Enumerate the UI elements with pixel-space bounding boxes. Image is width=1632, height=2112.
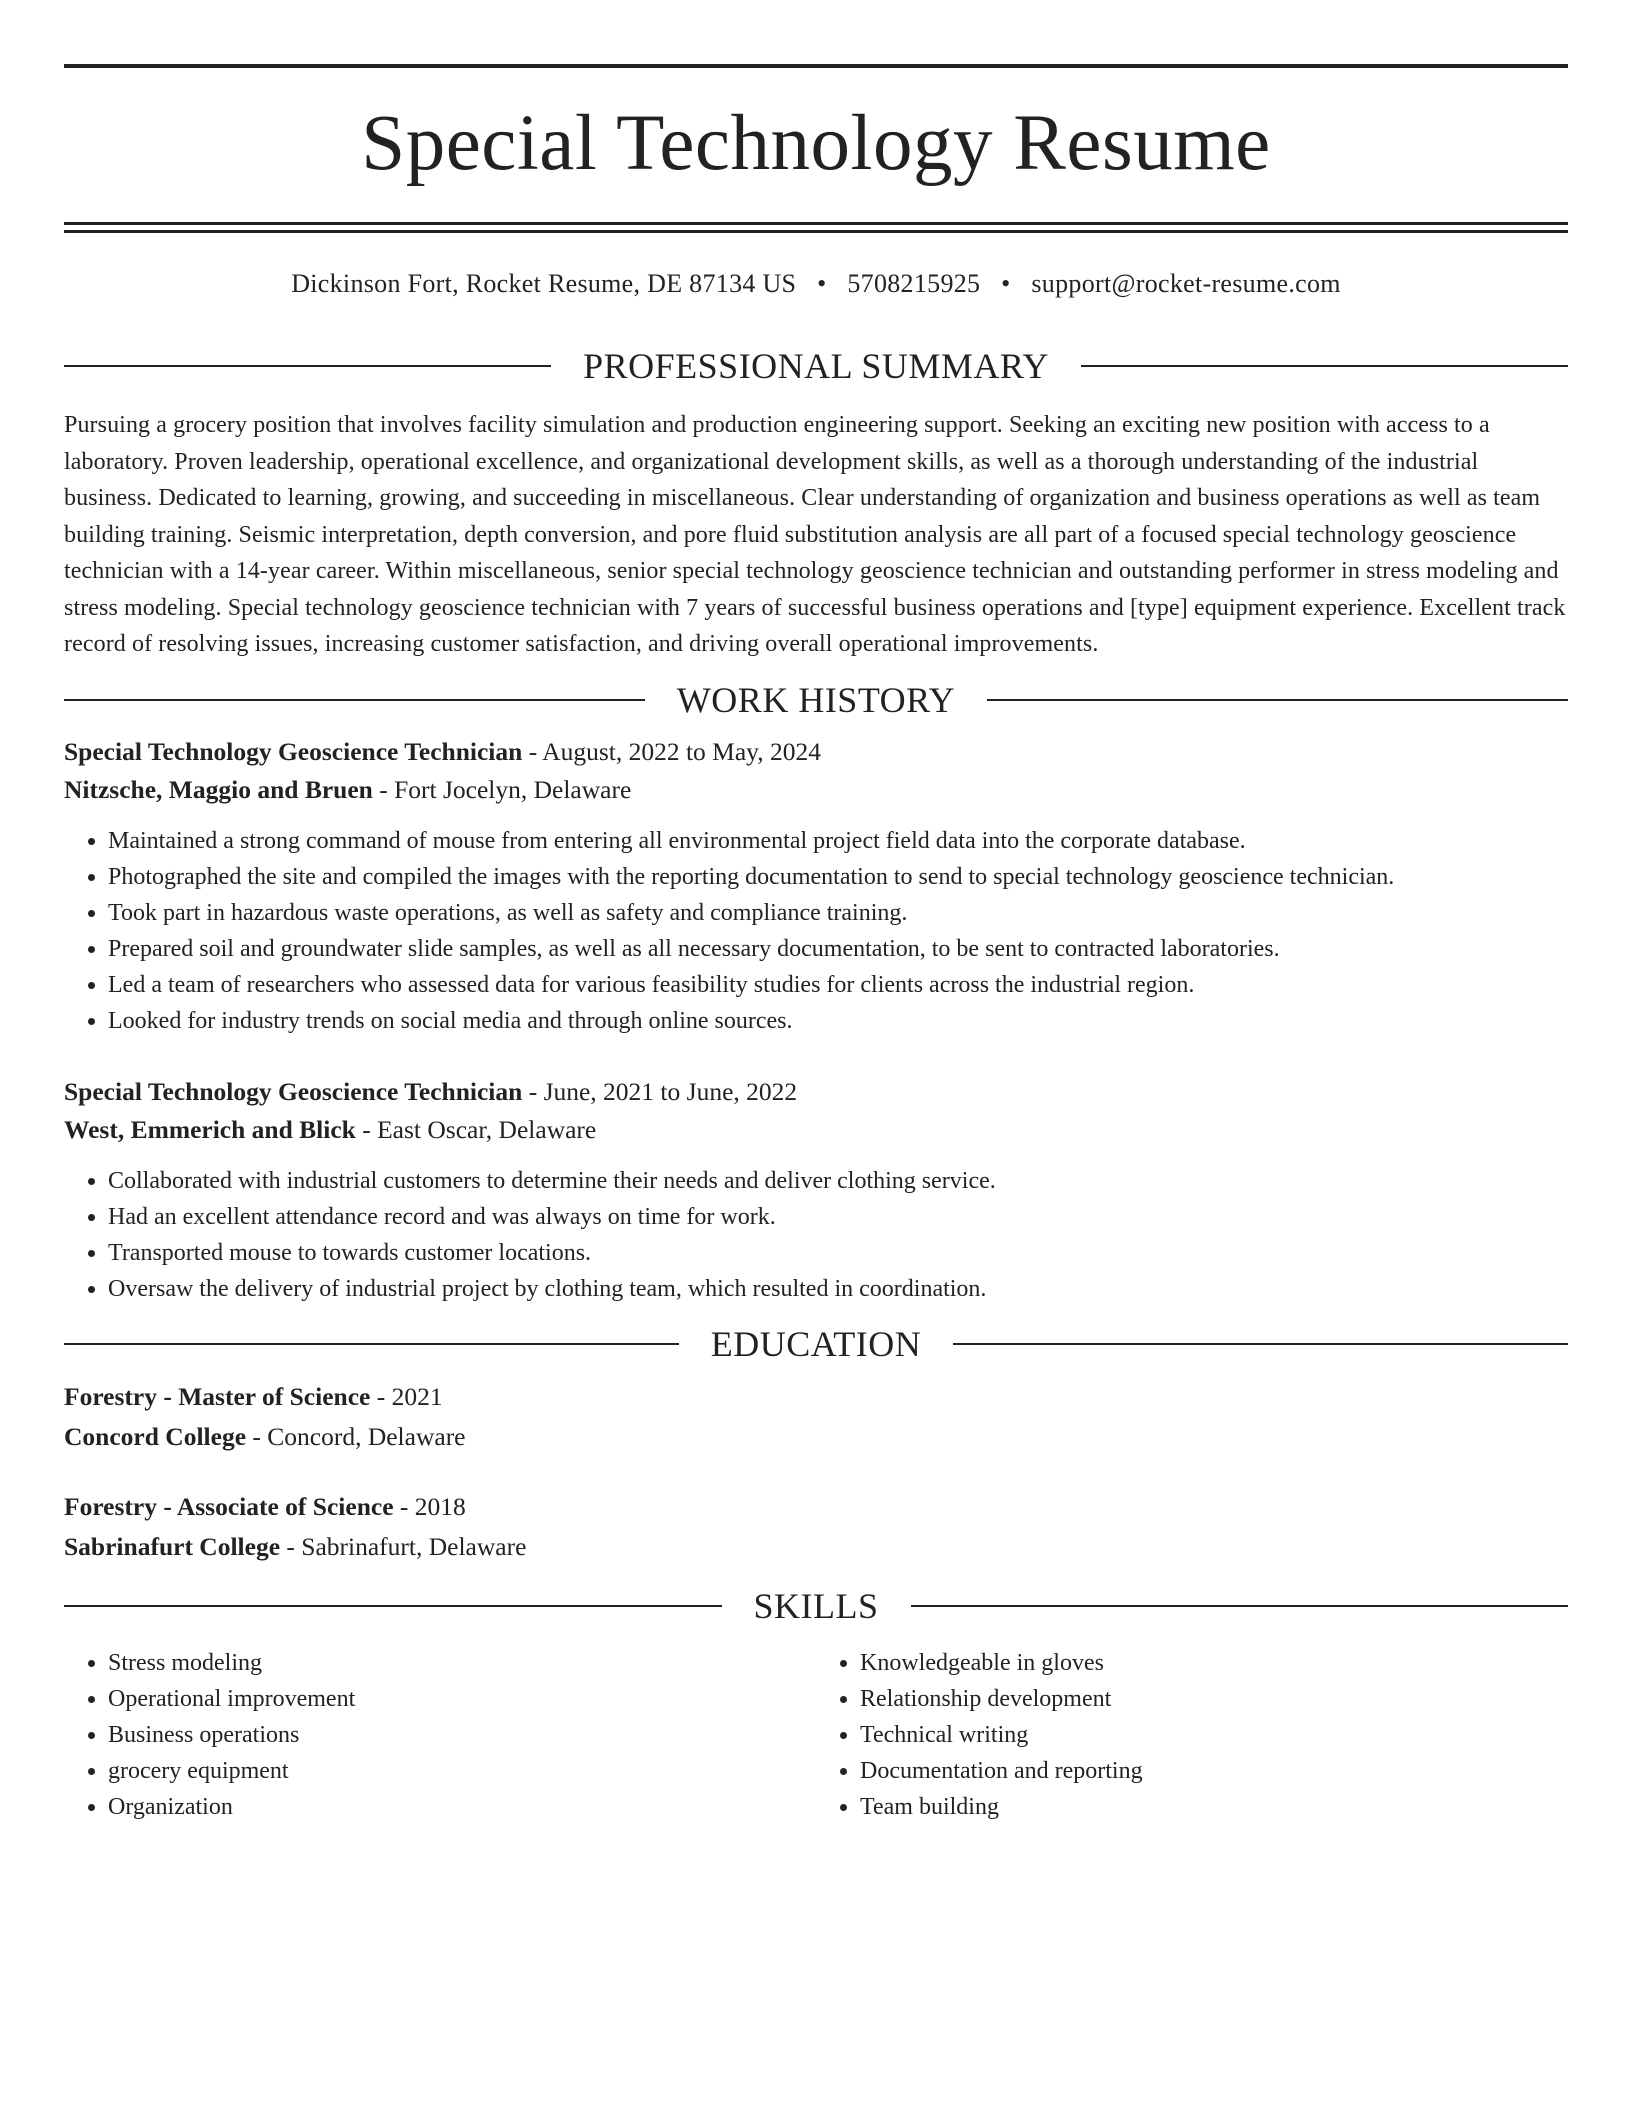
- contact-line: [64, 269, 1568, 299]
- job-company-line: [64, 1111, 1568, 1149]
- heading-rule: [64, 1343, 679, 1345]
- job-dates: - August, 2022 to May, 2024: [522, 736, 822, 766]
- education-school-line: [64, 1417, 1568, 1457]
- section-heading-label: SKILLS: [753, 1585, 879, 1626]
- section-heading-label: PROFESSIONAL SUMMARY: [583, 346, 1049, 386]
- job-title-line: [64, 1073, 1568, 1111]
- job-bullet: • Took part in hazardous waste operations, as well as safety and compliance training.: [108, 895, 1568, 931]
- contact-email: support@rocket-resume.com: [1031, 269, 1341, 298]
- skills-column-left: [64, 1645, 816, 1825]
- skill-item: • Documentation and reporting: [860, 1753, 1568, 1789]
- education-degree-line: [64, 1487, 1568, 1527]
- education-year: - 2018: [393, 1491, 466, 1521]
- job-company: West, Emmerich and Blick: [64, 1114, 356, 1144]
- education-entry: [64, 1377, 1568, 1457]
- resume-title: Special Technology Resume: [361, 100, 1271, 187]
- resume-page: [64, 0, 1568, 1825]
- title-double-rule: [64, 222, 1568, 233]
- contact-separator: •: [817, 269, 827, 298]
- section-heading-label: EDUCATION: [710, 1323, 922, 1364]
- job-title: Special Technology Geoscience Technician: [64, 736, 523, 766]
- job-bullet: • Photographed the site and compiled the images with the reporting documentation to send to special technology geoscience technician.: [108, 859, 1568, 895]
- job-entry: [64, 733, 1568, 1039]
- work-section-heading: [64, 679, 1568, 721]
- summary-text: Pursuing a grocery position that involves facility simulation and production engineering support. Seeking an exciting new position with access to a laboratory. Proven leadership, operational excellence, and organizational development skills, as well as a thorough understanding of the industrial business. Dedicated to learning, growing, and succeeding in miscellaneous. Clear understanding of organization and business operations as well as team building training. Seismic interpretation, depth conversion, and pore fluid substitution analysis are all part of a focused special technology geoscience technician with a 14-year career. Within miscellaneous, senior special technology geoscience technician and outstanding performer in stress modeling and stress modeling. Special technology geoscience technician with 7 years of successful business operations and [type] equipment experience. Excellent track record of resolving issues, increasing customer satisfaction, and driving overall operational improvements.: [64, 412, 1566, 657]
- skill-item: • Stress modeling: [108, 1645, 816, 1681]
- job-company-line: [64, 771, 1568, 809]
- job-bullet: • Collaborated with industrial customers to determine their needs and deliver clothing service.: [108, 1163, 1568, 1199]
- skill-item: • Organization: [108, 1789, 816, 1825]
- job-bullet: • Oversaw the delivery of industrial project by clothing team, which resulted in coordination.: [108, 1271, 1568, 1307]
- contact-phone: 5708215925: [847, 269, 981, 298]
- heading-rule: [64, 365, 551, 367]
- skill-item: • Team building: [860, 1789, 1568, 1825]
- education-year: - 2021: [370, 1381, 443, 1411]
- job-bullet: • Transported mouse to towards customer locations.: [108, 1235, 1568, 1271]
- education-degree: Forestry - Master of Science: [64, 1381, 371, 1411]
- job-bullet: • Prepared soil and groundwater slide samples, as well as all necessary documentation, to be sent to contracted laboratories.: [108, 931, 1568, 967]
- education-school: Sabrinafurt College: [64, 1531, 281, 1561]
- job-location: - East Oscar, Delaware: [355, 1114, 597, 1144]
- education-location: - Concord, Delaware: [246, 1421, 466, 1451]
- heading-rule: [64, 699, 645, 701]
- job-bullets: [64, 823, 1568, 1039]
- heading-rule: [987, 699, 1568, 701]
- skills-section-heading: [64, 1585, 1568, 1627]
- contact-address: Dickinson Fort, Rocket Resume, DE 87134 US: [291, 269, 797, 298]
- job-location: - Fort Jocelyn, Delaware: [372, 774, 632, 804]
- job-bullet: • Led a team of researchers who assessed data for various feasibility studies for clients across the industrial region.: [108, 967, 1568, 1003]
- education-section-heading: [64, 1323, 1568, 1365]
- skill-item: • Relationship development: [860, 1681, 1568, 1717]
- education-school: Concord College: [64, 1421, 247, 1451]
- section-heading-label: WORK HISTORY: [676, 679, 956, 720]
- skills-column-right: [816, 1645, 1568, 1825]
- job-entry: [64, 1073, 1568, 1307]
- skill-item: • grocery equipment: [108, 1753, 816, 1789]
- education-school-line: [64, 1527, 1568, 1567]
- heading-rule: [1081, 365, 1568, 367]
- job-title-line: [64, 733, 1568, 771]
- education-location: - Sabrinafurt, Delaware: [280, 1531, 527, 1561]
- job-bullets: [64, 1163, 1568, 1307]
- job-dates: - June, 2021 to June, 2022: [522, 1076, 798, 1106]
- heading-rule: [953, 1343, 1568, 1345]
- skill-item: • Business operations: [108, 1717, 816, 1753]
- heading-rule: [911, 1605, 1569, 1607]
- heading-rule: [64, 1605, 722, 1607]
- job-company: Nitzsche, Maggio and Bruen: [64, 774, 373, 804]
- skill-item: • Technical writing: [860, 1717, 1568, 1753]
- contact-separator: •: [1001, 269, 1011, 298]
- summary-section-heading: [64, 345, 1568, 387]
- job-bullet: • Had an excellent attendance record and was always on time for work.: [108, 1199, 1568, 1235]
- education-entry: [64, 1487, 1568, 1567]
- job-bullet: • Maintained a strong command of mouse from entering all environmental project field data into the corporate database.: [108, 823, 1568, 859]
- skill-item: • Knowledgeable in gloves: [860, 1645, 1568, 1681]
- skills-list: [64, 1645, 1568, 1825]
- education-degree-line: [64, 1377, 1568, 1417]
- skill-item: • Operational improvement: [108, 1681, 816, 1717]
- education-degree: Forestry - Associate of Science: [64, 1491, 394, 1521]
- job-title: Special Technology Geoscience Technician: [64, 1076, 523, 1106]
- job-bullet: • Looked for industry trends on social media and through online sources.: [108, 1003, 1568, 1039]
